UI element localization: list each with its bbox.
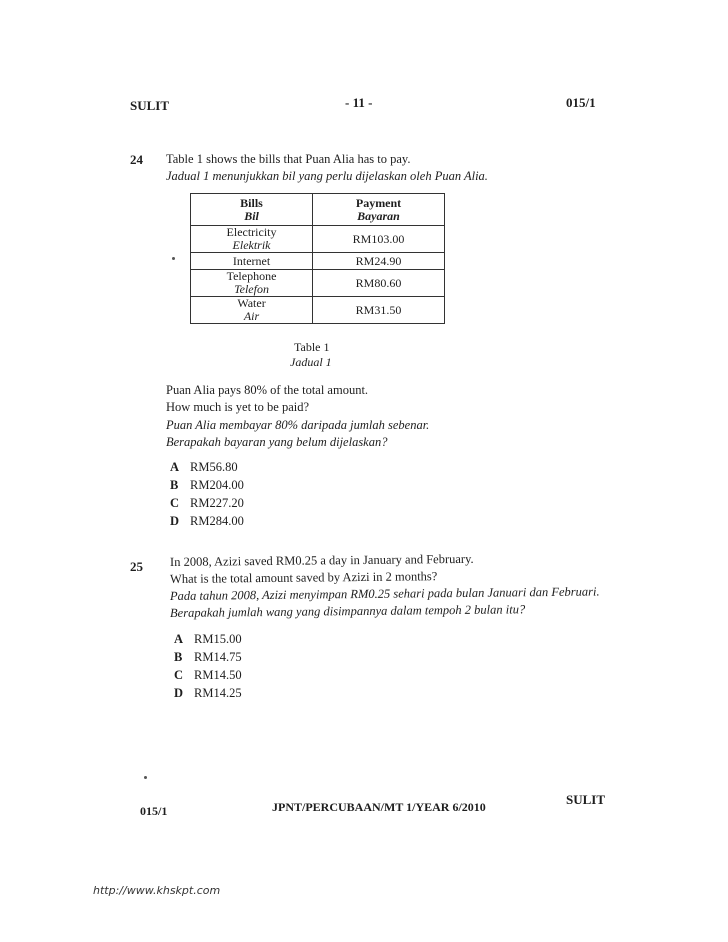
header-left-label: SULIT: [130, 98, 170, 113]
bill-amount: RM31.50: [313, 297, 445, 324]
question-25-option-b[interactable]: B RM14.75: [174, 650, 242, 664]
question-24-number: 24: [130, 152, 143, 167]
table-row: [191, 297, 445, 324]
payment-header-ms: Bayaran: [357, 208, 400, 223]
bills-table: [190, 193, 445, 324]
question-24-intro-ms: Jadual 1 menunjukkan bil yang perlu dijelaskan oleh Puan Alia.: [166, 169, 488, 183]
table-caption-ms: Jadual 1: [290, 355, 332, 369]
question-24-option-c[interactable]: C RM227.20: [170, 496, 244, 510]
question-24-option-b[interactable]: B RM204.00: [170, 478, 244, 492]
question-25-option-c[interactable]: C RM14.50: [174, 668, 242, 682]
question-24-stem-ms-2: Berapakah bayaran yang belum dijelaskan?: [166, 435, 388, 449]
question-25-stem-en-1: In 2008, Azizi saved RM0.25 a day in January and February.: [169, 551, 474, 569]
question-25-stem-ms-1: Pada tahun 2008, Azizi menyimpan RM0.25 sehari pada bulan Januari dan Februari.: [169, 584, 600, 603]
question-25-stem-en-2: What is the total amount saved by Azizi in 2 months?: [169, 569, 438, 586]
question-25-option-a[interactable]: A RM15.00: [174, 632, 242, 646]
question-25-number: 25: [130, 559, 143, 574]
bill-name-en: Electricity: [226, 225, 277, 239]
paper-code: 015/1: [566, 95, 596, 110]
question-25-stem-ms-2: Berapakah jumlah wang yang disimpannya dalam tempoh 2 bulan itu?: [169, 602, 526, 620]
question-24-stem-ms-1: Puan Alia membayar 80% daripada jumlah sebenar.: [166, 418, 430, 432]
question-24-intro-en: Table 1 shows the bills that Puan Alia has to pay.: [166, 152, 411, 166]
table-row: [191, 270, 445, 297]
question-24-option-a[interactable]: A RM56.80: [170, 460, 238, 474]
question-24-option-d[interactable]: D RM284.00: [170, 514, 244, 528]
table-row: [191, 226, 445, 253]
footer-classification: SULIT: [566, 792, 606, 807]
bills-header-en: Bills: [240, 195, 263, 210]
scan-mark: [172, 257, 175, 260]
bill-amount: RM24.90: [313, 253, 445, 270]
footer-paper-code: 015/1: [140, 804, 168, 818]
table-row: [191, 253, 445, 270]
payment-header: [313, 194, 445, 226]
bill-name-ms: Elektrik: [232, 238, 271, 252]
bill-name-ms: Air: [243, 309, 260, 323]
footer-exam-code: JPNT/PERCUBAAN/MT 1/YEAR 6/2010: [272, 800, 486, 814]
bills-header: [191, 194, 313, 226]
table-caption-en: Table 1: [294, 340, 330, 354]
question-25-option-d[interactable]: D RM14.25: [174, 686, 242, 700]
question-24-stem-en-2: How much is yet to be paid?: [166, 400, 310, 414]
page-number: - 11 -: [345, 95, 373, 110]
bill-name-ms: Telefon: [234, 282, 269, 296]
question-24-stem-en-1: Puan Alia pays 80% of the total amount.: [166, 383, 369, 397]
bills-header-ms: Bil: [244, 208, 259, 223]
source-url-link[interactable]: http://www.khskpt.com: [93, 884, 221, 897]
bill-amount: RM80.60: [313, 270, 445, 297]
bill-amount: RM103.00: [313, 226, 445, 253]
payment-header-en: Payment: [355, 195, 402, 210]
scan-mark: [144, 776, 147, 779]
bill-name-en: Telephone: [226, 269, 277, 283]
bill-name-en: Water: [237, 296, 266, 310]
bill-name-en: Internet: [232, 253, 271, 268]
